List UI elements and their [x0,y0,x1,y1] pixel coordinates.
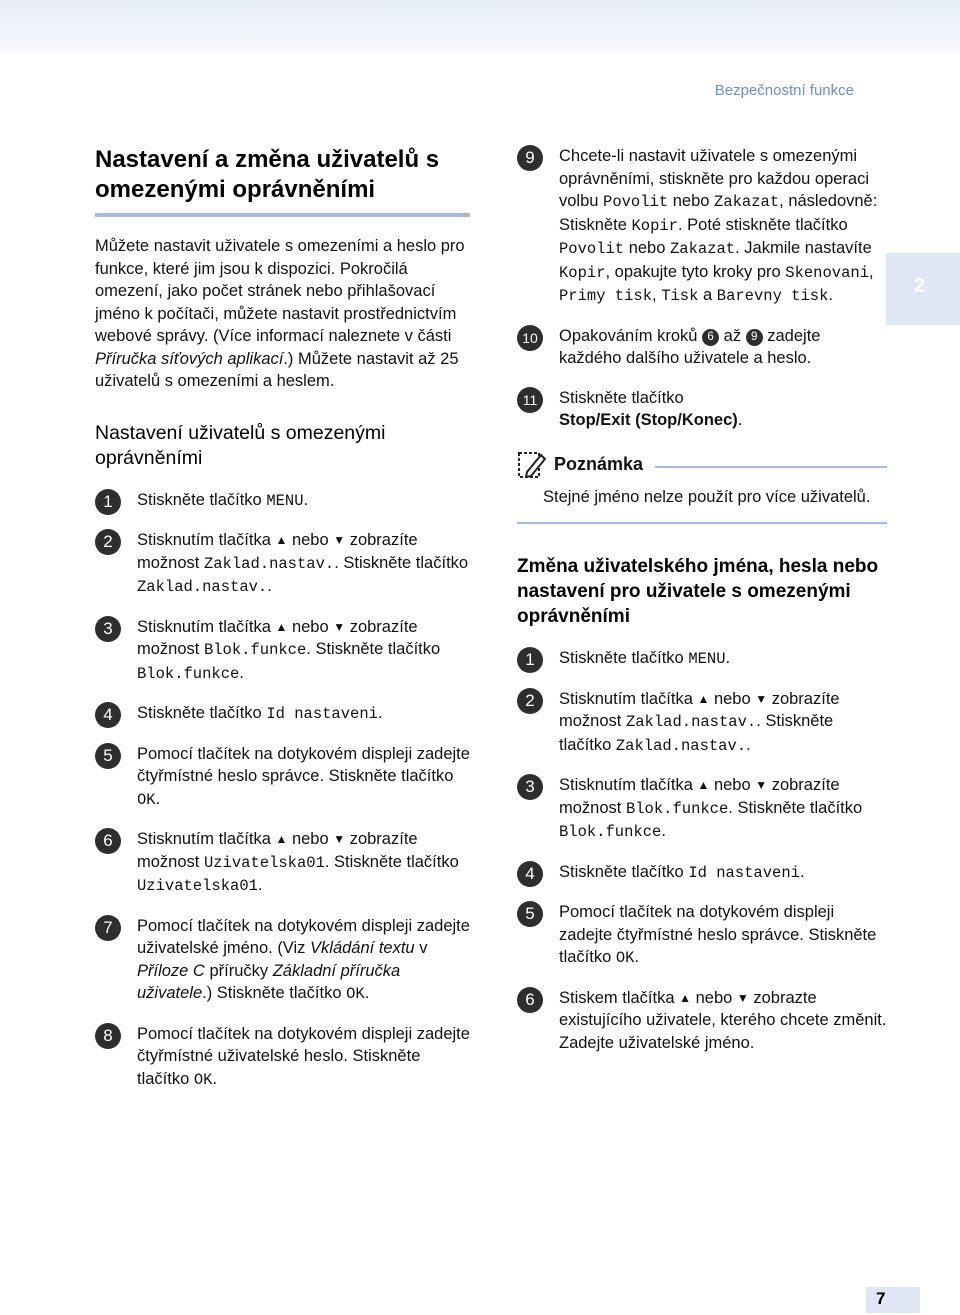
section-heading: Nastavení a změna uživatelů s omezenými oprávněními [95,145,470,217]
text-span: , [652,286,662,304]
text-span: zobrazíte možnost [137,830,418,871]
text-span: Kopir [631,216,678,235]
step-number: 7 [95,915,121,941]
arrow-up-icon: ▲ [697,778,710,792]
text-span: Blok.funkce [625,799,729,818]
text-span: až [719,326,746,345]
arrow-down-icon: ▼ [755,778,768,792]
text-span: Id nastaveni [266,705,378,723]
text-span: nebo [624,239,670,257]
arrow-up-icon: ▲ [679,990,692,1005]
text-span: . [257,876,263,894]
text-span: . [303,490,309,509]
text-span: Pomocí tlačítek na dotykovém displeji zadejte čtyřmístné heslo správce. Stiskněte tlačítko [559,903,877,966]
arrow-down-icon: ▼ [333,832,346,846]
step-number: 3 [95,616,121,642]
change-step-3 [517,774,887,844]
text-span: . [364,984,370,1002]
text-span: Stiskem tlačítka [559,988,680,1007]
text-span: . [155,789,161,808]
step-number: 5 [95,743,121,769]
text-span: . Stiskněte tlačítko [306,640,441,658]
text-span: . [828,286,833,304]
text-span: Stisknutím tlačítka [559,689,698,708]
running-header: Bezpečnostní funkce [714,82,854,99]
step-number: 8 [95,1023,121,1049]
step-number: 6 [95,828,121,854]
text-span: . [737,411,743,429]
steps-list [95,489,470,1092]
text-span: Stisknutím tlačítka [137,617,276,636]
page-number-tab [866,1287,920,1313]
change-step-2 [517,688,887,758]
step-number: 1 [517,647,543,673]
text-span: Opakováním kroků [559,326,703,345]
change-step-1 [517,647,887,671]
text-span: Stisknutím tlačítka [559,776,698,794]
text-span: . [634,948,640,966]
note-text: Stejné jméno nelze použít pro více uživatelů. [543,487,871,506]
text-span: Pomocí tlačítek na dotykovém displeji zadejte čtyřmístné heslo správce. Stiskněte tlačítko [137,744,470,785]
text-span: Blok.funkce [559,823,662,841]
text-span: Zakazat [670,240,736,258]
step-number: 3 [517,774,543,800]
step-number: 4 [517,861,543,887]
text-span: , opakujte tyto kroky pro [605,262,786,281]
steps-list-continued [517,145,887,432]
text-span: . [267,577,272,595]
text-span: zobrazíte možnost [559,689,840,730]
note-pencil-icon [517,450,547,480]
subsection-heading: Nastavení uživatelů s omezenými oprávněními [95,421,386,469]
change-step-6 [517,987,887,1055]
text-span: Id nastaveni [688,863,800,882]
text-span: Barevny tisk [716,287,829,305]
arrow-up-icon: ▲ [275,533,288,547]
page-number: 7 [876,1289,886,1308]
top-banner [0,0,960,52]
text-span: . [377,704,383,722]
change-steps-list [517,647,887,1054]
text-span: Příloze C [137,961,205,980]
step-number: 2 [95,529,121,555]
step-10 [517,325,887,370]
text-span: Blok.funkce [203,641,307,659]
step-11 [517,387,887,432]
text-span: Uzivatelska01 [137,877,258,895]
text-span: nebo [709,689,756,708]
text-span: Stiskněte tlačítko [559,649,689,667]
text-span: OK [137,790,156,809]
text-span: . [239,663,244,682]
text-span: zadejte každého dalšího uživatele a heslo. [559,326,821,367]
text-span: . Stiskněte tlačítko [324,852,459,871]
text-span: zobrazte existujícího uživatele, kterého chcete změnit. Zadejte uživatelské jméno. [559,988,887,1052]
text-span: nebo [287,617,334,636]
text-span: Stiskněte tlačítko [137,490,267,509]
text-span: . Stiskněte tlačítko [559,712,834,754]
left-column [95,145,470,1108]
text-span: Můžete nastavit uživatele s omezeními a heslo pro funkce, které jim jsou k dispozici. Pokročilá omezení, jako počet stránek nebo přihlašovací jméno k počítači, můžete nastavit prostřednictvím webové správy. (Více informací naleznete v části [95,237,465,345]
step-6 [95,828,470,898]
text-span: . [661,822,666,840]
text-span: . Jakmile nastavíte [735,239,872,257]
text-span: Pomocí tlačítek na dotykovém displeji zadejte uživatelské jméno. (Viz [137,916,470,957]
text-span: OK [615,949,635,967]
text-span: Zaklad.nastav. [615,736,747,755]
note-divider [655,466,887,468]
step-number: 5 [517,901,543,927]
text-span: zobrazíte možnost [137,617,418,658]
text-span: nebo [287,531,334,549]
text-span: Tisk [661,287,699,305]
text-span: Uzivatelska01 [203,853,325,872]
text-span: OK [346,985,365,1003]
arrow-down-icon: ▼ [755,691,768,706]
step-number: 9 [517,145,543,171]
text-span: . [725,649,731,667]
subsection-heading-2: Změna uživatelského jména, hesla nebo nastavení pro uživatele s omezenými oprávněními [517,556,879,627]
text-span: nebo [287,830,334,848]
text-span: , [869,262,874,281]
text-span: . [212,1069,218,1088]
text-span: Vkládání textu [310,939,415,957]
step-4 [95,702,470,726]
step-5 [95,743,470,812]
text-span: Povolit [603,193,669,211]
text-span: Stiskněte tlačítko [559,388,684,407]
arrow-down-icon: ▼ [736,990,749,1005]
text-span: Povolit [559,240,625,258]
arrow-up-icon: ▲ [697,691,710,706]
text-span: Blok.funkce [137,664,240,683]
step-2 [95,529,470,599]
text-span: Primy tisk [559,287,653,305]
text-span: . Stiskněte tlačítko [334,553,469,572]
change-step-5 [517,901,887,970]
text-span: Stop/Exit (Stop/Konec) [559,411,738,429]
text-span: Základní příručka uživatele [137,961,401,1002]
text-span: , následovně: Stiskněte [559,192,878,234]
text-span: zobrazíte možnost [559,776,840,817]
text-span: a [698,286,717,304]
chapter-tab [886,253,960,325]
step-7 [95,915,470,1006]
text-span: nebo [691,988,737,1007]
text-span: Zaklad.nastav. [203,554,335,573]
text-span: Chcete-li nastavit uživatele s omezenými oprávněními, stiskněte pro každou operaci volbu [559,147,870,210]
text-span: příručky [204,961,273,980]
step-8 [95,1023,470,1092]
step-number: 11 [517,387,543,413]
arrow-down-icon: ▼ [333,619,346,634]
text-span: . [799,862,805,881]
arrow-up-icon: ▲ [275,832,288,846]
text-span: Příručka síťových aplikací [95,349,284,368]
text-span: .) Stiskněte tlačítko [202,984,347,1002]
chapter-number: 2 [914,275,926,297]
step-number: 1 [95,489,121,515]
text-span: Stisknutím tlačítka [137,830,276,848]
text-span: MENU [266,491,304,510]
text-span: Stiskněte tlačítko [559,862,689,881]
text-span: . [746,735,751,754]
step-ref-9: 9 [746,329,763,346]
text-span: nebo [668,192,715,210]
text-span: .) Můžete nastavit až 25 uživatelů s omezeními a heslem. [95,349,459,390]
step-number: 2 [517,688,543,714]
right-column [517,145,887,1071]
note-title: Poznámka [554,454,644,475]
text-span: Zaklad.nastav. [137,578,268,596]
step-number: 6 [517,987,543,1013]
note-box [517,450,887,525]
step-number: 10 [517,325,543,351]
change-step-4 [517,861,887,885]
text-span: zobrazíte možnost [137,531,418,572]
step-1 [95,489,470,513]
text-span: OK [193,1070,213,1089]
text-span: Kopir [559,263,606,282]
intro-paragraph [95,235,470,393]
text-span: Zakazat [714,193,780,211]
text-span: nebo [709,776,756,794]
text-span: Stiskněte tlačítko [137,704,267,722]
step-3 [95,616,470,686]
text-span: Stisknutím tlačítka [137,531,276,549]
text-span: v [414,939,428,957]
step-9 [517,145,887,308]
arrow-down-icon: ▼ [333,533,346,547]
arrow-up-icon: ▲ [275,619,288,634]
text-span: Skenovani [785,263,869,282]
text-span: . Stiskněte tlačítko [728,798,863,817]
text-span: . Poté stiskněte tlačítko [677,215,848,234]
text-span: MENU [688,650,726,668]
step-number: 4 [95,702,121,728]
text-span: Zaklad.nastav. [625,713,757,731]
text-span: Pomocí tlačítek na dotykovém displeji zadejte čtyřmístné uživatelské heslo. Stiskněte tlačítko [137,1024,470,1088]
step-ref-6: 6 [702,329,719,346]
note-header [517,450,887,480]
